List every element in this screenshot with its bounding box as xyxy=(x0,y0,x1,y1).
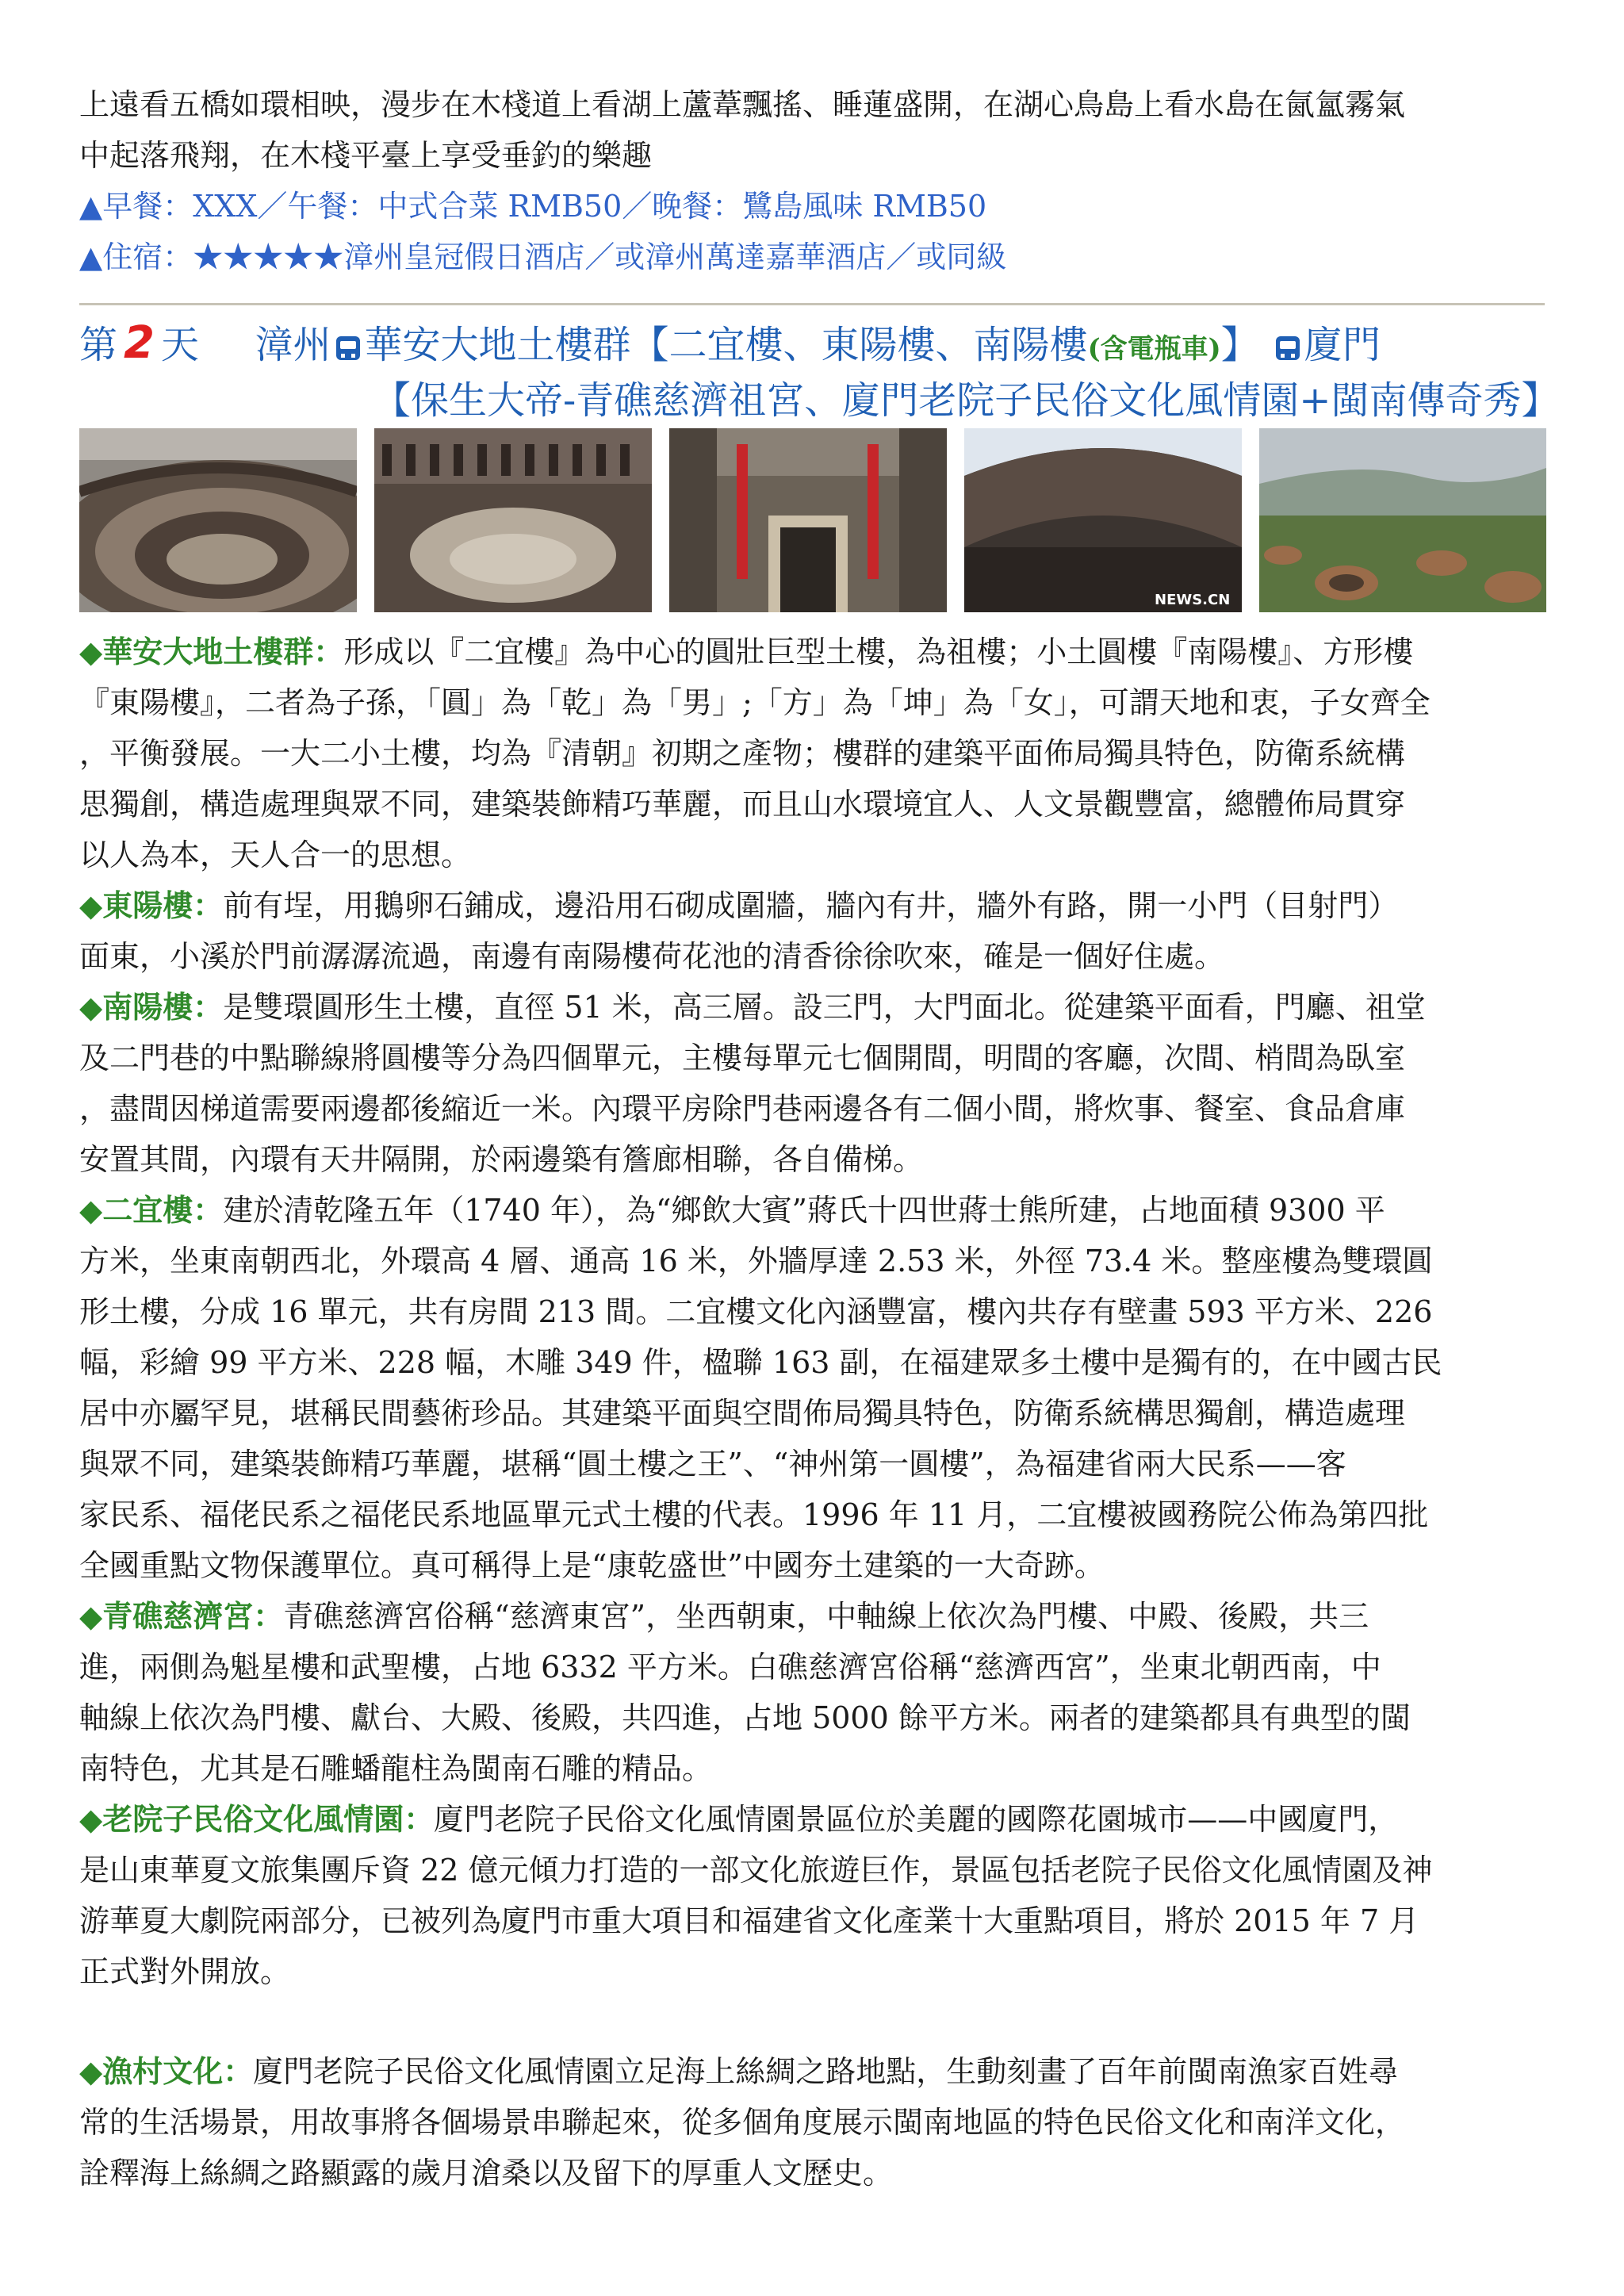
section-nanyang-line-3: ，盡間因梯道需要兩邊都後縮近一米。內環平房除門巷兩邊各有二個小間，將炊事、餐室、食品倉庫 xyxy=(79,1091,1406,1126)
day-subtitle: 【保生大帝-青礁慈濟祖宮、廈門老院子民俗文化風情園+閩南傳奇秀】 xyxy=(373,378,1560,423)
section-fishing-line-3: 詮釋海上絲綢之路顯露的歲月滄桑以及留下的厚重人文歷史。 xyxy=(79,2156,894,2191)
section-ciji-line-3: 軸線上依次為門樓、獻台、大殿、後殿，共四進，占地 5000 餘平方米。兩者的建築都具有典型的閩 xyxy=(79,1700,1411,1735)
route-destination: 廈門 xyxy=(1304,323,1381,367)
intro-line-2: 中起落飛翔，在木棧平臺上享受垂釣的樂趣 xyxy=(79,138,653,173)
section-divider xyxy=(79,303,1545,305)
day-number: 2 xyxy=(124,317,155,369)
section-eryi-line-4: 幅，彩繪 99 平方米、228 幅，木雕 349 件，楹聯 163 副，在福建眾多土樓中是獨有的，在中國古民 xyxy=(79,1345,1442,1380)
route-close: 】 xyxy=(1220,323,1259,367)
section-nanyang-line-2: 及二門巷的中點聯線將圓樓等分為四個單元，主樓每單元七個開間，明間的客廳，次間、梢間為臥室 xyxy=(79,1041,1406,1075)
section-huaan-line-2: 『東陽樓』，二者為子孫，「圓」為「乾」為「男」;「方」為「坤」為「女」，可謂天地和衷，子女齊全 xyxy=(79,685,1431,720)
bus-icon xyxy=(1276,336,1300,360)
section-laoyuanzi-line-3: 游華夏大劇院兩部分，已被列為廈門市重大項目和福建省文化產業十大重點項目，將於 2015 年 7 月 xyxy=(79,1903,1419,1938)
section-ciji-line-1: ◆青礁慈濟宮：青礁慈濟宮俗稱“慈濟東宮”，坐西朝東，中軸線上依次為門樓、中殿、後殿，共三 xyxy=(79,1598,1369,1634)
section-dongyang-line-2: 面東，小溪於門前潺潺流過，南邊有南陽樓荷花池的清香徐徐吹來，確是一個好住處。 xyxy=(79,939,1225,974)
section-eryi-title: ◆二宜樓： xyxy=(79,1192,224,1228)
route-origin: 漳州 xyxy=(255,323,331,367)
section-laoyuanzi-line-2: 是山東華夏文旅集團斥資 22 億元傾力打造的一部文化旅遊巨作，景區包括老院子民俗文化風情園及神 xyxy=(79,1853,1433,1888)
section-nanyang-line-4: 安置其間，內環有天井隔開，於兩邊築有簷廊相聯，各自備梯。 xyxy=(79,1142,924,1177)
day-suffix: 天 xyxy=(160,323,199,367)
section-fishing-line-2: 常的生活場景，用故事將各個場景串聯起來，從多個角度展示閩南地區的特色民俗文化和南洋文化， xyxy=(79,2105,1406,2140)
section-eryi-line-7: 家民系、福佬民系之福佬民系地區單元式土樓的代表。1996 年 11 月，二宜樓被國務院公佈為第四批 xyxy=(79,1497,1429,1532)
section-eryi-line-6: 與眾不同，建築裝飾精巧華麗，堪稱“圓土樓之王”、“神州第一圓樓”，為福建省兩大民系——客 xyxy=(79,1447,1346,1481)
photo-tulou-gate xyxy=(669,428,947,612)
section-huaan-line-3: ，平衡發展。一大二小土樓，均為『清朝』初期之產物；樓群的建築平面佈局獨具特色，防衛系統構 xyxy=(79,736,1406,771)
section-laoyuanzi-title: ◆老院子民俗文化風情園： xyxy=(79,1801,435,1837)
section-nanyang-line-1: ◆南陽樓：是雙環圓形生土樓，直徑 51 米，高三層。設三門，大門面北。從建築平面看，門廳、祖堂 xyxy=(79,989,1426,1025)
day-heading xyxy=(79,316,1381,377)
section-dongyang-title: ◆東陽樓： xyxy=(79,887,224,923)
section-nanyang-title: ◆南陽樓： xyxy=(79,989,224,1025)
section-fishing-title: ◆漁村文化： xyxy=(79,2053,254,2089)
photo-watermark: NEWS.CN xyxy=(1155,592,1231,608)
section-huaan-line-5: 以人為本，天人合一的思想。 xyxy=(79,838,472,872)
intro-line-1: 上遠看五橋如環相映，漫步在木棧道上看湖上蘆葦飄搖、睡蓮盛開，在湖心鳥島上看水島在氤氳霧氣 xyxy=(79,87,1406,122)
meals-line: ▲早餐：XXX／午餐：中式合菜 RMB50／晚餐：鷺島風味 RMB50 xyxy=(79,189,987,224)
day-prefix: 第 xyxy=(79,323,118,367)
section-eryi-line-3: 形土樓，分成 16 單元，共有房間 213 間。二宜樓文化內涵豐富，樓內共存有壁畫 593 平方米、226 xyxy=(79,1294,1433,1329)
section-laoyuanzi-line-4: 正式對外開放。 xyxy=(79,1954,291,1989)
route-note: (含電瓶車) xyxy=(1087,333,1221,365)
route-stops: 華安大地土樓群【二宜樓、東陽樓、南陽樓 xyxy=(364,323,1088,367)
section-huaan-title: ◆華安大地土樓群： xyxy=(79,634,344,669)
section-huaan-line-4: 思獨創，構造處理與眾不同，建築裝飾精巧華麗，而且山水環境宜人、人文景觀豐富，總體佈局貫穿 xyxy=(79,787,1406,822)
section-huaan-line-1: ◆華安大地土樓群：形成以『二宜樓』為中心的圓壯巨型土樓，為祖樓；小土圓樓『南陽樓』、方形樓 xyxy=(79,634,1414,669)
section-eryi-line-2: 方米，坐東南朝西北，外環高 4 層、通高 16 米，外牆厚達 2.53 米，外徑 73.4 米。整座樓為雙環圓 xyxy=(79,1244,1433,1278)
section-ciji-line-4: 南特色，尤其是石雕蟠龍柱為閩南石雕的精品。 xyxy=(79,1751,713,1786)
photo-tulou-inner-ring xyxy=(964,428,1242,612)
photo-tulou-courtyard xyxy=(374,428,652,612)
section-laoyuanzi-line-1: ◆老院子民俗文化風情園：廈門老院子民俗文化風情園景區位於美麗的國際花園城市——中國廈門， xyxy=(79,1801,1399,1837)
section-dongyang-line-1: ◆東陽樓：前有埕，用鵝卵石鋪成，邊沿用石砌成圍牆，牆內有井，牆外有路，開一小門（目射門） xyxy=(79,887,1399,923)
photo-tulou-village xyxy=(1259,428,1546,612)
bus-icon xyxy=(336,336,360,360)
section-ciji-line-2: 進，兩側為魁星樓和武聖樓，占地 6332 平方米。白礁慈濟宮俗稱“慈濟西宮”，坐東北朝西南，中 xyxy=(79,1650,1381,1685)
section-eryi-line-8: 全國重點文物保護單位。真可稱得上是“康乾盛世”中國夯土建築的一大奇跡。 xyxy=(79,1548,1105,1583)
section-eryi-line-5: 居中亦屬罕見，堪稱民間藝術珍品。其建築平面與空間佈局獨具特色，防衛系統構思獨創，構造處理 xyxy=(79,1396,1406,1431)
hotel-line: ▲住宿：★★★★★漳州皇冠假日酒店／或漳州萬達嘉華酒店／或同級 xyxy=(79,240,1007,274)
section-fishing-line-1: ◆漁村文化：廈門老院子民俗文化風情園立足海上絲綢之路地點，生動刻畫了百年前閩南漁家百姓尋 xyxy=(79,2053,1399,2089)
section-ciji-title: ◆青礁慈濟宮： xyxy=(79,1598,284,1634)
photo-tulou-aerial xyxy=(79,428,357,612)
section-eryi-line-1: ◆二宜樓：建於清乾隆五年（1740 年），為“鄉飲大賓”蔣氏十四世蔣士熊所建，占地面積 9300 平 xyxy=(79,1192,1385,1228)
